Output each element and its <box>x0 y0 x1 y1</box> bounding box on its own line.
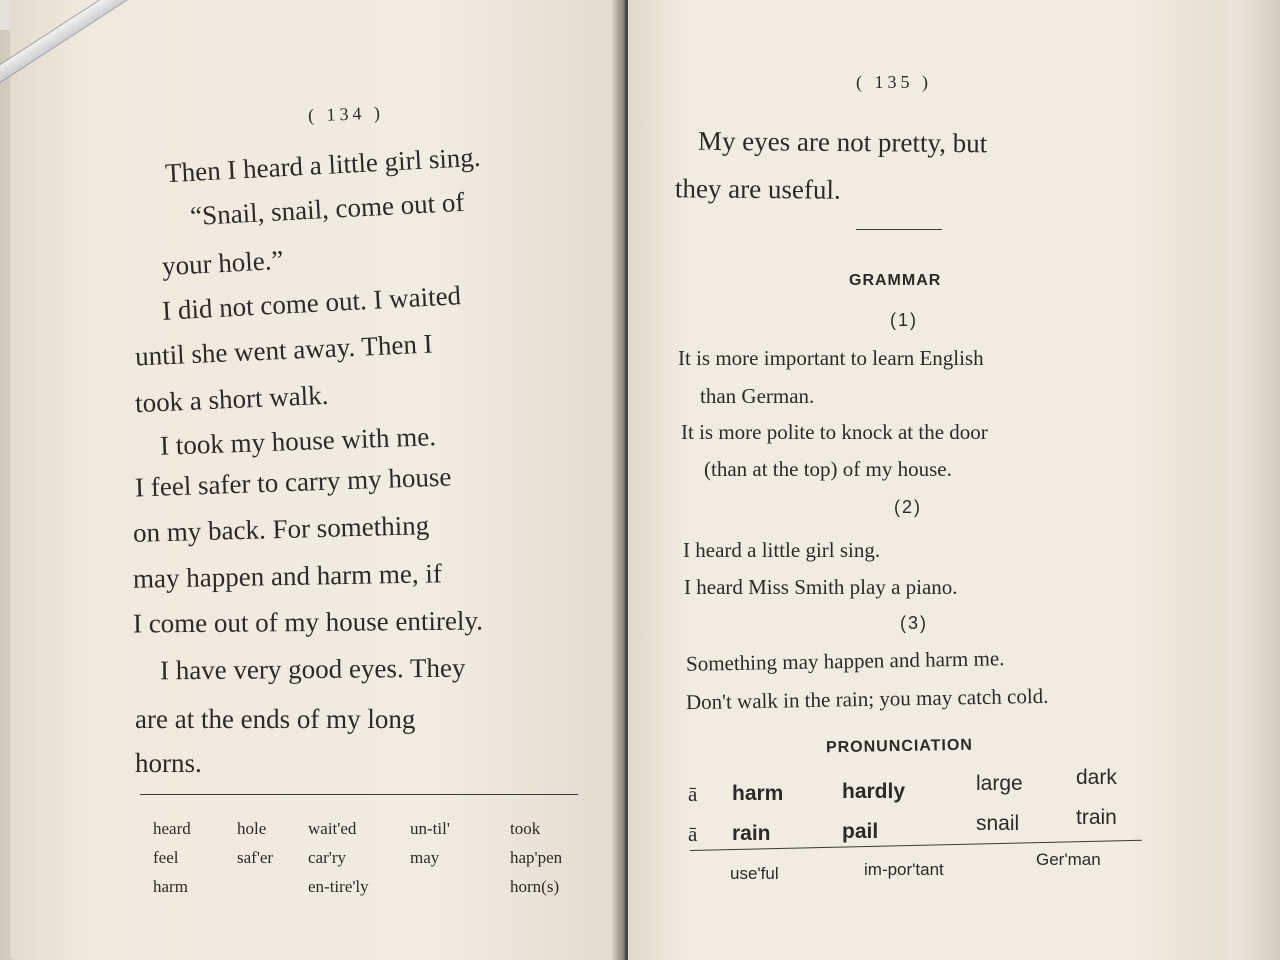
vocab-word: horn(s) <box>510 877 560 896</box>
footer-word: use'ful <box>730 864 779 883</box>
pronunciation-word: large <box>976 772 1023 795</box>
grammar-line: It is more polite to knock at the door <box>681 420 988 444</box>
vocab-column <box>510 814 562 901</box>
text-line: your hole.” <box>161 244 285 282</box>
right-page <box>628 0 1218 960</box>
text-line: until she went away. Then I <box>134 328 434 372</box>
pronunciation-word: pail <box>842 820 879 843</box>
text-line: I did not come out. I waited <box>161 280 462 326</box>
grammar-line: It is more important to learn English <box>678 346 984 370</box>
section-label: (3) <box>900 613 928 633</box>
pronunciation-word: snail <box>976 812 1020 835</box>
text-line: I took my house with me. <box>159 421 437 461</box>
pronunciation-symbol: ā <box>688 822 698 846</box>
vocab-column <box>308 814 369 901</box>
vocab-column <box>237 814 273 872</box>
text-line: are at the ends of my long <box>135 704 416 734</box>
short-divider <box>856 229 942 230</box>
text-line: I come out of my house entirely. <box>132 605 484 639</box>
pronunciation-word: harm <box>732 782 784 805</box>
divider-rule <box>140 794 578 795</box>
vocab-word: car'ry <box>308 848 346 867</box>
vocab-word: en-tire'ly <box>308 877 369 896</box>
vocab-word: heard <box>153 819 191 838</box>
grammar-line: I heard Miss Smith play a piano. <box>684 575 958 599</box>
pronunciation-symbol: ā <box>688 782 698 806</box>
pronunciation-word: train <box>1076 806 1117 829</box>
vocab-column <box>410 814 450 872</box>
text-line: may happen and harm me, if <box>132 558 443 594</box>
vocab-column <box>153 814 191 901</box>
footer-word: Ger'man <box>1036 850 1101 869</box>
pronunciation-word: rain <box>732 822 771 845</box>
text-line: took a short walk. <box>134 379 330 419</box>
vocab-word: saf'er <box>237 848 274 867</box>
text-line: I have very good eyes. They <box>159 652 466 686</box>
vocab-word: may <box>410 848 440 867</box>
text-line: horns. <box>135 748 202 778</box>
pronunciation-word: hardly <box>842 780 906 803</box>
footer-word: im-por'tant <box>864 860 944 879</box>
vocab-word: feel <box>153 848 179 867</box>
vocab-word: harm <box>153 877 188 896</box>
vocab-word: un-til' <box>410 819 450 838</box>
pronunciation-word: dark <box>1076 766 1117 789</box>
vocab-word: hole <box>237 819 267 838</box>
grammar-heading: GRAMMAR <box>849 272 942 289</box>
grammar-line: than German. <box>700 384 815 408</box>
page-number: ( 134 ) <box>307 102 385 126</box>
text-line: I feel safer to carry my house <box>134 461 452 503</box>
grammar-line: I heard a little girl sing. <box>683 538 881 562</box>
vocab-word: took <box>510 819 541 838</box>
vocab-word: wait'ed <box>308 819 357 838</box>
text-line: on my back. For something <box>132 510 430 548</box>
section-label: (2) <box>894 497 922 517</box>
text-line: Then I heard a little girl sing. <box>164 141 482 189</box>
page-number: ( 135 ) <box>856 72 932 92</box>
left-page <box>10 0 620 960</box>
text-line: they are useful. <box>674 173 841 205</box>
grammar-line: (than at the top) of my house. <box>704 457 952 481</box>
text-line: “Snail, snail, come out of <box>189 186 466 232</box>
pronunciation-heading: PRONUNCIATION <box>825 736 974 757</box>
grammar-line: Don't walk in the rain; you may catch cold. <box>685 683 1049 715</box>
vocab-word: hap'pen <box>510 848 563 867</box>
text-line: My eyes are not pretty, but <box>697 125 988 159</box>
grammar-line: Something may happen and harm me. <box>685 646 1005 676</box>
section-label: (1) <box>890 310 918 330</box>
